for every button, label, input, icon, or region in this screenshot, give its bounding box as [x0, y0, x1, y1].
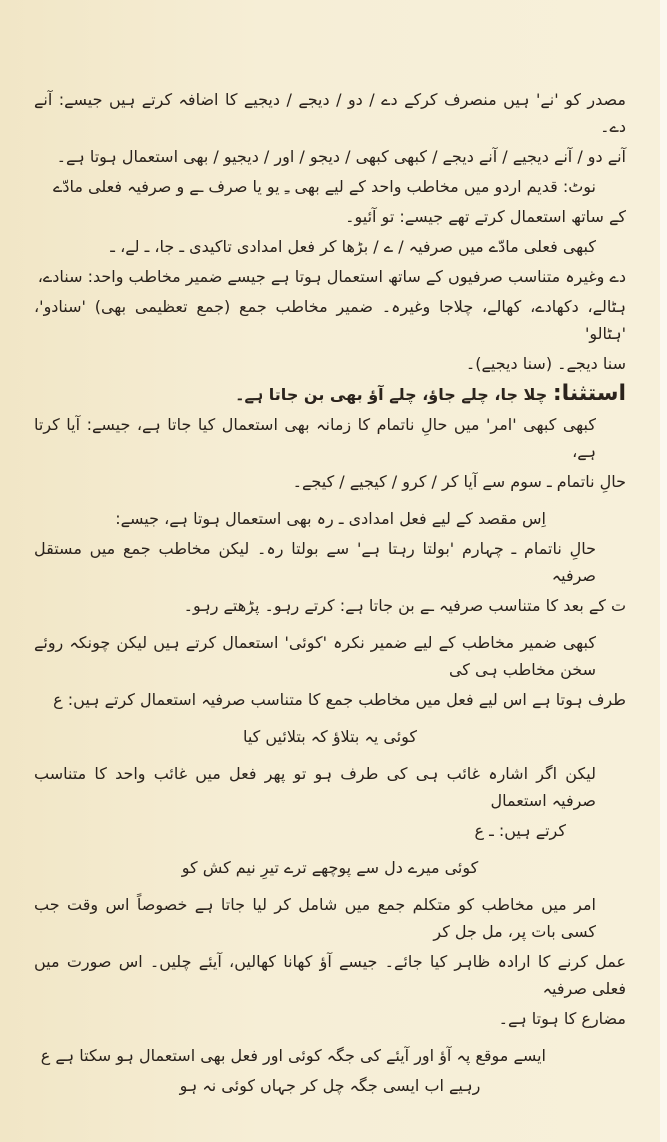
text-line: حالِ ناتمام ـ چہارم 'بولتا رہتا ہے' سے بولتا رہ۔ لیکن مخاطب جمع میں مستقل صرفیہ — [34, 539, 596, 585]
text-line: ایسے موقع پہ آؤ اور آیئے کی جگہ کوئی اور فعل بھی استعمال ہو سکتا ہے ع — [40, 1046, 546, 1065]
text-line: کے ساتھ استعمال کرتے تھے جیسے: تو آئیو۔ — [345, 207, 626, 226]
text-line: مضارع کا ہوتا ہے۔ — [498, 1009, 626, 1028]
verse-line: کوئی میرے دل سے پوچھے ترے تیرِ نیم کش کو — [181, 858, 479, 877]
exception-heading: استثنا: — [552, 381, 626, 406]
text-line: دے وغیرہ متناسب صرفیوں کے ساتھ استعمال ہوتا ہے جیسے ضمیر مخاطب واحد: سنادے، — [37, 267, 626, 286]
exception-line — [34, 380, 626, 408]
text-line: حالِ ناتمام ـ سوم سے آیا کر / کرو / کیجیے / کیجے۔ — [292, 472, 626, 491]
text-line: عمل کرنے کا ارادہ ظاہر کیا جائے۔ جیسے آؤ کھانا کھالیں، آیئے چلیں۔ اس صورت میں فعلی صرفیہ — [34, 952, 626, 998]
text-line: سنا دیجے۔ (سنا دیجیے)۔ — [465, 354, 626, 373]
note-line: نوٹ: قدیم اردو میں مخاطب واحد کے لیے بھی ـِ یو یا صرف ـے و صرفیہ فعلی مادّے — [52, 177, 596, 196]
text-line: کبھی ضمیر مخاطب کے لیے ضمیر نکرہ 'کوئی' استعمال کرتے ہیں لیکن چونکہ روئے سخن مخاطب ہی کی — [34, 633, 596, 679]
text-line: لیکن اگر اشارہ غائب ہی کی طرف ہو تو پھر فعل میں غائب واحد کا متناسب صرفیہ استعمال — [34, 764, 596, 810]
text-line: طرف ہوتا ہے اس لیے فعل میں مخاطب جمع کا متناسب صرفیہ استعمال کرتے ہیں: ع — [53, 690, 626, 709]
text-line: ہٹالے، دکھادے، کھالے، چلاجا وغیرہ۔ ضمیر مخاطب جمع (جمع تعظیمی بھی) 'سنادو'، 'ہٹالو' — [34, 297, 626, 343]
text-line: کبھی فعلی مادّے میں صرفیہ / ے / بڑھا کر فعل امدادی تاکیدی ـ جا، ـ لے، ـ — [110, 237, 596, 256]
text-line: مصدر کو 'نے' ہیں منصرف کرکے دے / دو / دیجے / دیجیے کا اضافہ کرتے ہیں جیسے: آنے دے۔ — [34, 90, 626, 136]
text-line: کرتے ہیں: ـ ع — [474, 821, 566, 840]
text-line: اِس مقصد کے لیے فعل امدادی ـ رہ بھی استعمال ہوتا ہے، جیسے: — [115, 509, 546, 528]
verse-line: رہیے اب ایسی جگہ چل کر جہاں کوئی نہ ہو — [179, 1076, 481, 1095]
verse-line: کوئی یہ بتلاؤ کہ بتلائیں کیا — [242, 727, 418, 746]
text-line: امر میں مخاطب کو متکلم جمع میں شامل کر لیا جاتا ہے خصوصاً اس وقت جب کسی بات پر، مل جل کر — [34, 895, 596, 941]
exception-text: چلا جا، چلے جاؤ، چلے آؤ بھی بن جاتا ہے۔ — [235, 385, 548, 404]
text-line: کبھی کبھی 'امر' میں حالِ ناتمام کا زمانہ بھی استعمال کیا جاتا ہے، جیسے: آیا کرتا ہے، — [34, 415, 596, 461]
text-line: آنے دو / آنے دیجیے / آنے دیجے / کبھی کبھی / دیجو / اور / دیجیو / بھی استعمال ہوتا ہے۔ — [56, 147, 626, 166]
text-line: ت کے بعد کا متناسب صرفیہ ـے بن جاتا ہے: کرتے رہو۔ پڑھتے رہو۔ — [183, 596, 626, 615]
